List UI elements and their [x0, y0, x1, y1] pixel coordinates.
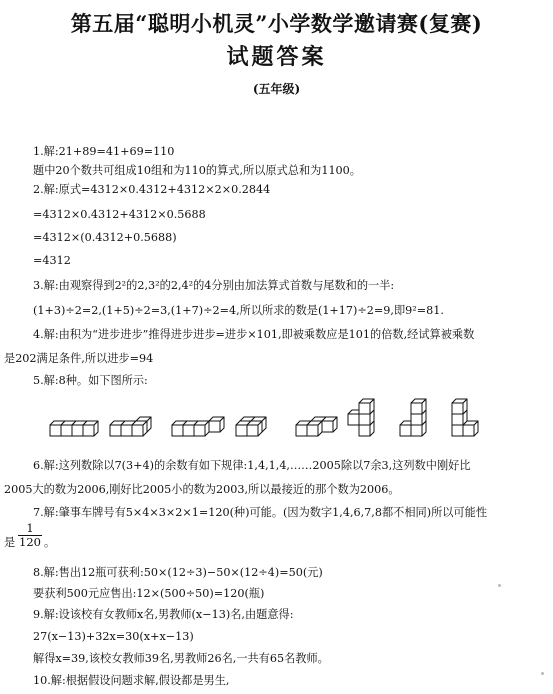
- answer-4-line: 4.解:由积为“进步进步”推得进步进步=进步×101,即被乘数应是101的倍数,经试算被乘数: [33, 328, 475, 341]
- cube-figure: [48, 396, 508, 446]
- cube-arrangement-1: [50, 421, 98, 436]
- cube: [209, 417, 224, 432]
- cube-arrangement-6: [348, 399, 374, 436]
- cube: [452, 399, 467, 414]
- answer-2-line: 2.解:原式=4312×0.4312+4312×2×0.2844: [33, 183, 271, 196]
- answer-1-line: 1.解:21+89=41+69=110: [33, 145, 175, 158]
- answer-8-line: 8.解:售出12瓶可获利:50×(12÷3)−50×(12÷4)=50(元): [33, 566, 323, 579]
- answer-1-explanation: 题中20个数共可组成10组和为110的算式,所以原式总和为1100。: [33, 164, 361, 177]
- title-line2: 试题答案: [226, 44, 327, 70]
- answer-9-line: 9.解:设该校有女教师x名,男教师(x−13)名,由题意得:: [33, 608, 294, 621]
- cube: [194, 421, 209, 436]
- cube: [322, 417, 337, 432]
- answer-3-calc: (1+3)÷2=2,(1+5)÷2=3,(1+7)÷2=4,所以所求的数是(1+17)÷2=9,即9²=81.: [33, 304, 444, 317]
- answer-9-equation: 27(x−13)+32x=30(x+x−13): [33, 630, 194, 643]
- answer-5-line: 5.解:8种。如下图所示:: [33, 374, 148, 387]
- answer-6-line: 6.解:这列数除以7(3+4)的余数有如下规律:1,4,1,4,……2005除以7余3,这列数中刚好比: [33, 459, 471, 472]
- cube-arrangement-8: [452, 399, 478, 436]
- answer-3-line: 3.解:由观察得到2²的2,3²的2,4²的4分别由加法算式首数与尾数和的一半:: [33, 279, 395, 292]
- cube: [411, 399, 426, 414]
- answer-7-line: 7.解:肇事车牌号有5×4×3×2×1=120(种)可能。(因为数字1,4,6,7,8都不相同)所以可能性: [33, 506, 488, 519]
- answer-2-result: =4312: [33, 254, 71, 267]
- cube-arrangement-4: [236, 417, 266, 436]
- scan-speck: [498, 584, 501, 587]
- fraction-numerator: 1: [26, 521, 34, 535]
- answer-4-cont: 是202满足条件,所以进步=94: [4, 352, 154, 365]
- answer-10-line: 10.解:根据假设问题求解,假设都是男生,: [33, 674, 230, 687]
- cube-arrangement-3: [172, 417, 224, 436]
- fraction-suffix: 。: [44, 536, 56, 549]
- answer-7-cont: 是: [4, 536, 16, 549]
- answer-9-result: 解得x=39,该校女教师39名,男教师26名,一共有65名教师。: [33, 652, 329, 665]
- cube: [307, 421, 322, 436]
- probability-fraction: [18, 522, 42, 549]
- cube: [247, 421, 262, 436]
- answer-2-step2: =4312×(0.4312+0.5688): [33, 231, 177, 244]
- fraction-denominator: 120: [19, 535, 41, 549]
- cube: [83, 421, 98, 436]
- cube-arrangement-2: [110, 417, 151, 436]
- cube-arrangement-7: [400, 399, 426, 436]
- answer-8-cont: 要获利500元应售出:12×(500÷50)=120(瓶): [33, 587, 265, 600]
- cube-arrangement-5: [296, 417, 337, 436]
- cube: [132, 421, 147, 436]
- grade-label: (五年级): [252, 82, 301, 96]
- scan-speck: [541, 672, 544, 675]
- answer-2-step1: =4312×0.4312+4312×0.5688: [33, 208, 206, 221]
- answer-6-cont: 2005大的数为2006,刚好比2005小的数为2003,所以最接近的那个数为2006。: [4, 483, 400, 496]
- cube: [359, 399, 374, 414]
- title-line1: 第五届“聪明小机灵”小学数学邀请赛(复赛): [70, 11, 483, 36]
